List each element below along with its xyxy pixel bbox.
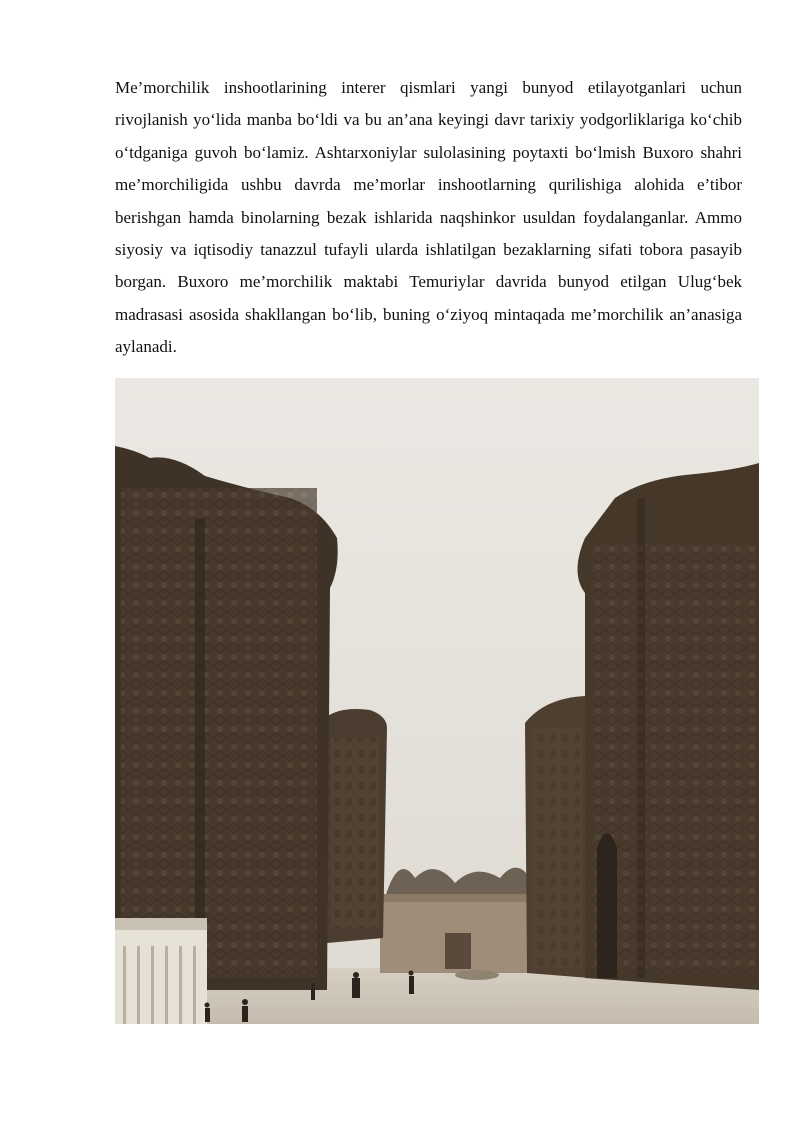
historical-photo: [115, 378, 759, 1024]
back-wall-top: [380, 894, 540, 902]
left-tower-shadow-panel: [195, 518, 205, 988]
right-tower-arch: [597, 833, 617, 978]
body-paragraph: Me’morchilik inshootlarining interer qismlari yangi bunyod etilayotganlari uchun rivojlanish yo‘lida manba bo‘ldi va bu an’ana keyingi davr tarixiy yodgorliklariga ko‘chib o‘tdganiga guvoh bo‘lamiz. Ashtarxoniylar sulolasining poytaxti bo‘lmish Buxoro shahri me’morchiligida ushbu davrda me’morlar inshootlarning qurilishiga alohida e’tibor berishgan hamda binolarning bezak ishlarida naqshinkor usuldan foydalanganlar. Ammo siyosiy va iqtisodiy tanazzul tufayli ularda ishlatilgan bezaklarning sifati tobora pasayib borgan. Buxoro me’morchilik maktabi Temuriylar davrida bunyod etilgan Ulug‘bek madrasasi asosida shakllangan bo‘lib, buning o‘ziyoq mintaqada me’morchilik an’anasiga aylanadi.: [115, 78, 742, 357]
courtyard-shrub: [455, 970, 499, 980]
madrasa-ruins-photo: [115, 378, 759, 1024]
gate-opening: [445, 933, 471, 969]
